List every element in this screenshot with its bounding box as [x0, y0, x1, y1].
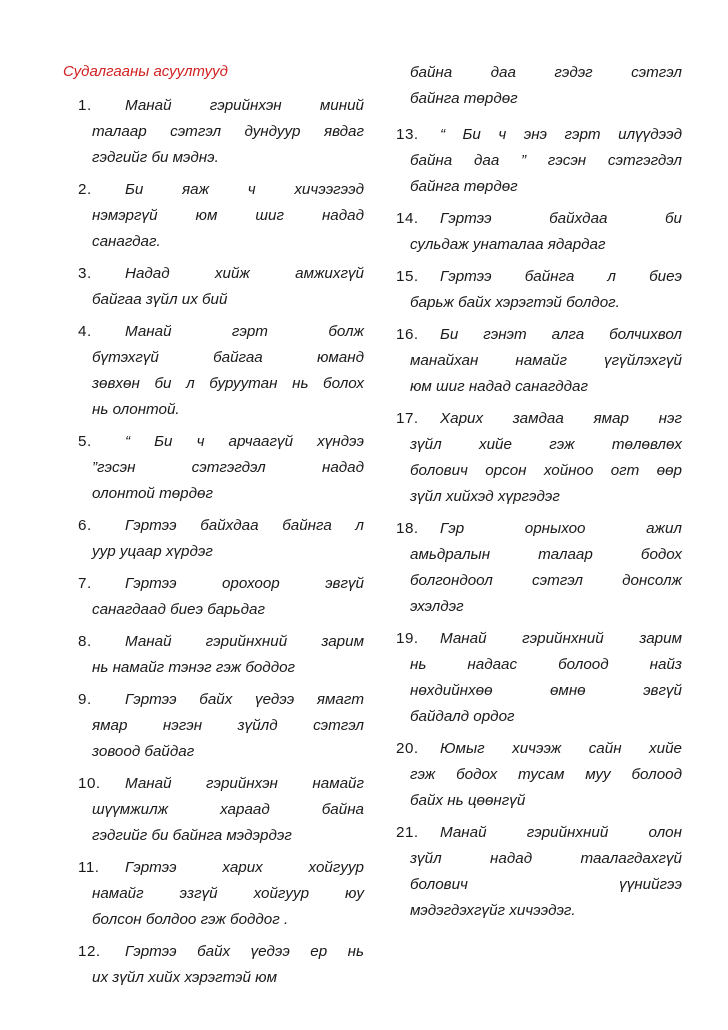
question-number: 11.: [78, 859, 100, 876]
question-body: [396, 736, 682, 814]
question-text: зүйл хийхэд хүргэдэг: [410, 488, 560, 505]
question-text: байнга төрдөг: [410, 178, 518, 195]
question-text: Манай гэрийнхний зарим: [125, 633, 364, 650]
question-body: [396, 626, 682, 730]
question-text: байх нь цөөнгүй: [410, 792, 526, 809]
question-text: Манай гэрийнхэн намайг: [125, 775, 364, 792]
question-number: 7.: [78, 575, 92, 592]
question-body: [78, 687, 364, 765]
question-item: [78, 855, 364, 933]
question-text: олонтой төрдөг: [92, 485, 213, 502]
question-text: нэмэргүй юм шиг надад: [92, 207, 364, 224]
question-text: байдалд ордог: [410, 708, 515, 725]
question-text: барьж байх хэрэгтэй болдог.: [410, 294, 620, 311]
question-text: юм шиг надад санагддаг: [410, 378, 588, 395]
question-text: мэдэгдэхгүйг хичээдэг.: [410, 902, 576, 919]
question-text: байгаа зүйл их бий: [92, 291, 228, 308]
question-text: Гэртээ байнга л биеэ: [440, 268, 682, 285]
question-text: зовоод байдаг: [92, 743, 195, 760]
question-item: [78, 319, 364, 423]
question-text: зүйл хийе гэж төлөвлөх: [410, 436, 682, 453]
question-item: [396, 736, 682, 814]
question-text: Гэртээ харих хойгуур: [125, 859, 364, 876]
question-text: Манай гэрийнхний зарим: [440, 630, 682, 647]
question-number: 12.: [78, 943, 101, 960]
question-text: бүтэхгүй байгаа юманд: [92, 349, 364, 366]
question-number: 19.: [396, 630, 419, 647]
question-body: [396, 322, 682, 400]
question-number: 17.: [396, 410, 419, 427]
question-body: [78, 629, 364, 681]
question-body: [396, 820, 682, 924]
question-text: зүйл надад таалагдахгүй: [410, 850, 682, 867]
question-number: 5.: [78, 433, 92, 450]
question-text: Надад хийж амжихгүй: [125, 265, 364, 282]
question-text: эхэлдэг: [410, 598, 464, 615]
question-text: Би яаж ч хичээгээд: [125, 181, 364, 198]
question-number: 9.: [78, 691, 92, 708]
question-text: болгондоол сэтгэл донсолж: [410, 572, 682, 589]
text-line: байнга төрдөг: [410, 90, 518, 107]
question-number: 13.: [396, 126, 419, 143]
question-item: [396, 626, 682, 730]
question-number: 2.: [78, 181, 92, 198]
question-text: их зүйл хийх хэрэгтэй юм: [92, 969, 278, 986]
question-text: Юмыг хичээж сайн хийе: [440, 740, 682, 757]
question-text: болович үүнийгээ: [410, 876, 682, 893]
question-item: [78, 177, 364, 255]
question-text: Манай гэрийнхний олон: [440, 824, 682, 841]
question-item: [78, 429, 364, 507]
question-text: шүүмжилж хараад байна: [92, 801, 364, 818]
question-text: Гэртээ байх үедээ ямагт: [125, 691, 364, 708]
question-text: сульдаж унаталаа ядардаг: [410, 236, 606, 253]
question-body: [396, 406, 682, 510]
question-number: 16.: [396, 326, 419, 343]
question-text: манайхан намайг үгүйлэхгүй: [410, 352, 682, 369]
question-number: 4.: [78, 323, 92, 340]
question-item: [396, 820, 682, 924]
question-text: болсон болдоо гэж боддог .: [92, 911, 289, 928]
question-text: байна даа ” гэсэн сэтгэгдэл: [410, 152, 682, 169]
question-body: [78, 261, 364, 313]
question-text: ямар нэгэн зүйлд сэтгэл: [92, 717, 364, 734]
question-item: [396, 264, 682, 316]
question-item: [78, 93, 364, 171]
question-body: [78, 429, 364, 507]
question-body: [78, 177, 364, 255]
question-body: [78, 771, 364, 849]
question-number: 21.: [396, 824, 419, 841]
question-number: 8.: [78, 633, 92, 650]
question-body: [78, 571, 364, 623]
question-item: [78, 771, 364, 849]
question-text: нь олонтой.: [92, 401, 180, 418]
question-body: [78, 939, 364, 991]
question-text: нь намайг тэнэг гэж боддог: [92, 659, 296, 676]
question-text: гэдгийг би байнга мэдэрдэг: [92, 827, 292, 844]
question-text: Гэр орныхоо ажил: [440, 520, 682, 537]
question-text: Гэртээ байх үедээ ер нь: [125, 943, 364, 960]
question-text: Манай гэрийнхэн миний: [125, 97, 364, 114]
left-column: [78, 93, 364, 997]
question-text: нөхдийнхөө өмнө эвгүй: [410, 682, 682, 699]
question-item: [396, 122, 682, 200]
question-number: 1.: [78, 97, 92, 114]
question-number: 18.: [396, 520, 419, 537]
question-item: [396, 406, 682, 510]
question-text: нь надаас болоод найз: [410, 656, 682, 673]
question-text: талаар сэтгэл дундуур явдаг: [92, 123, 364, 140]
question-body: [396, 264, 682, 316]
question-text: “ Би ч арчаагүй хүндээ: [125, 433, 364, 450]
question-text: санагдаад биеэ барьдаг: [92, 601, 265, 618]
question-text: санагдаг.: [92, 233, 161, 250]
question-item: [78, 571, 364, 623]
question-text: Гэртээ байхдаа байнга л: [125, 517, 364, 534]
question-text: Гэртээ орохоор эвгүй: [125, 575, 364, 592]
question-item: [78, 939, 364, 991]
question-body: [78, 319, 364, 423]
question-text: болович орсон хойноо огт өөр: [410, 462, 682, 479]
continuation-text: [396, 60, 682, 112]
question-body: [78, 855, 364, 933]
question-text: Би гэнэт алга болчихвол: [440, 326, 682, 343]
question-item: [78, 629, 364, 681]
question-text: Харих замдаа ямар нэг: [440, 410, 682, 427]
question-number: 3.: [78, 265, 92, 282]
question-text: зөвхөн би л буруутан нь болох: [92, 375, 364, 392]
question-number: 10.: [78, 775, 101, 792]
question-body: [396, 516, 682, 620]
question-text: намайг эзгүй хойгуур юу: [92, 885, 364, 902]
question-text: гэж бодох тусам муу болоод: [410, 766, 682, 783]
question-text: Гэртээ байхдаа би: [440, 210, 682, 227]
page-title: Судалгааны асуултууд: [63, 63, 228, 80]
question-item: [78, 513, 364, 565]
question-item: [396, 322, 682, 400]
question-number: 15.: [396, 268, 419, 285]
question-text: Манай гэрт болж: [125, 323, 364, 340]
question-body: [396, 122, 682, 200]
question-text: гэдгийг би мэднэ.: [92, 149, 219, 166]
question-body: [396, 206, 682, 258]
question-item: [396, 516, 682, 620]
text-line: байна даа гэдэг сэтгэл: [410, 64, 682, 81]
question-body: [78, 513, 364, 565]
question-body: [78, 93, 364, 171]
question-item: [78, 687, 364, 765]
question-number: 20.: [396, 740, 419, 757]
question-number: 6.: [78, 517, 92, 534]
question-text: амьдралын талаар бодох: [410, 546, 682, 563]
question-text: “ Би ч энэ гэрт илүүдээд: [440, 126, 682, 143]
question-item: [396, 206, 682, 258]
question-number: 14.: [396, 210, 419, 227]
question-text: ”гэсэн сэтгэгдэл надад: [92, 459, 364, 476]
right-column: [396, 60, 682, 930]
question-item: [78, 261, 364, 313]
question-text: уур уцаар хүрдэг: [92, 543, 213, 560]
